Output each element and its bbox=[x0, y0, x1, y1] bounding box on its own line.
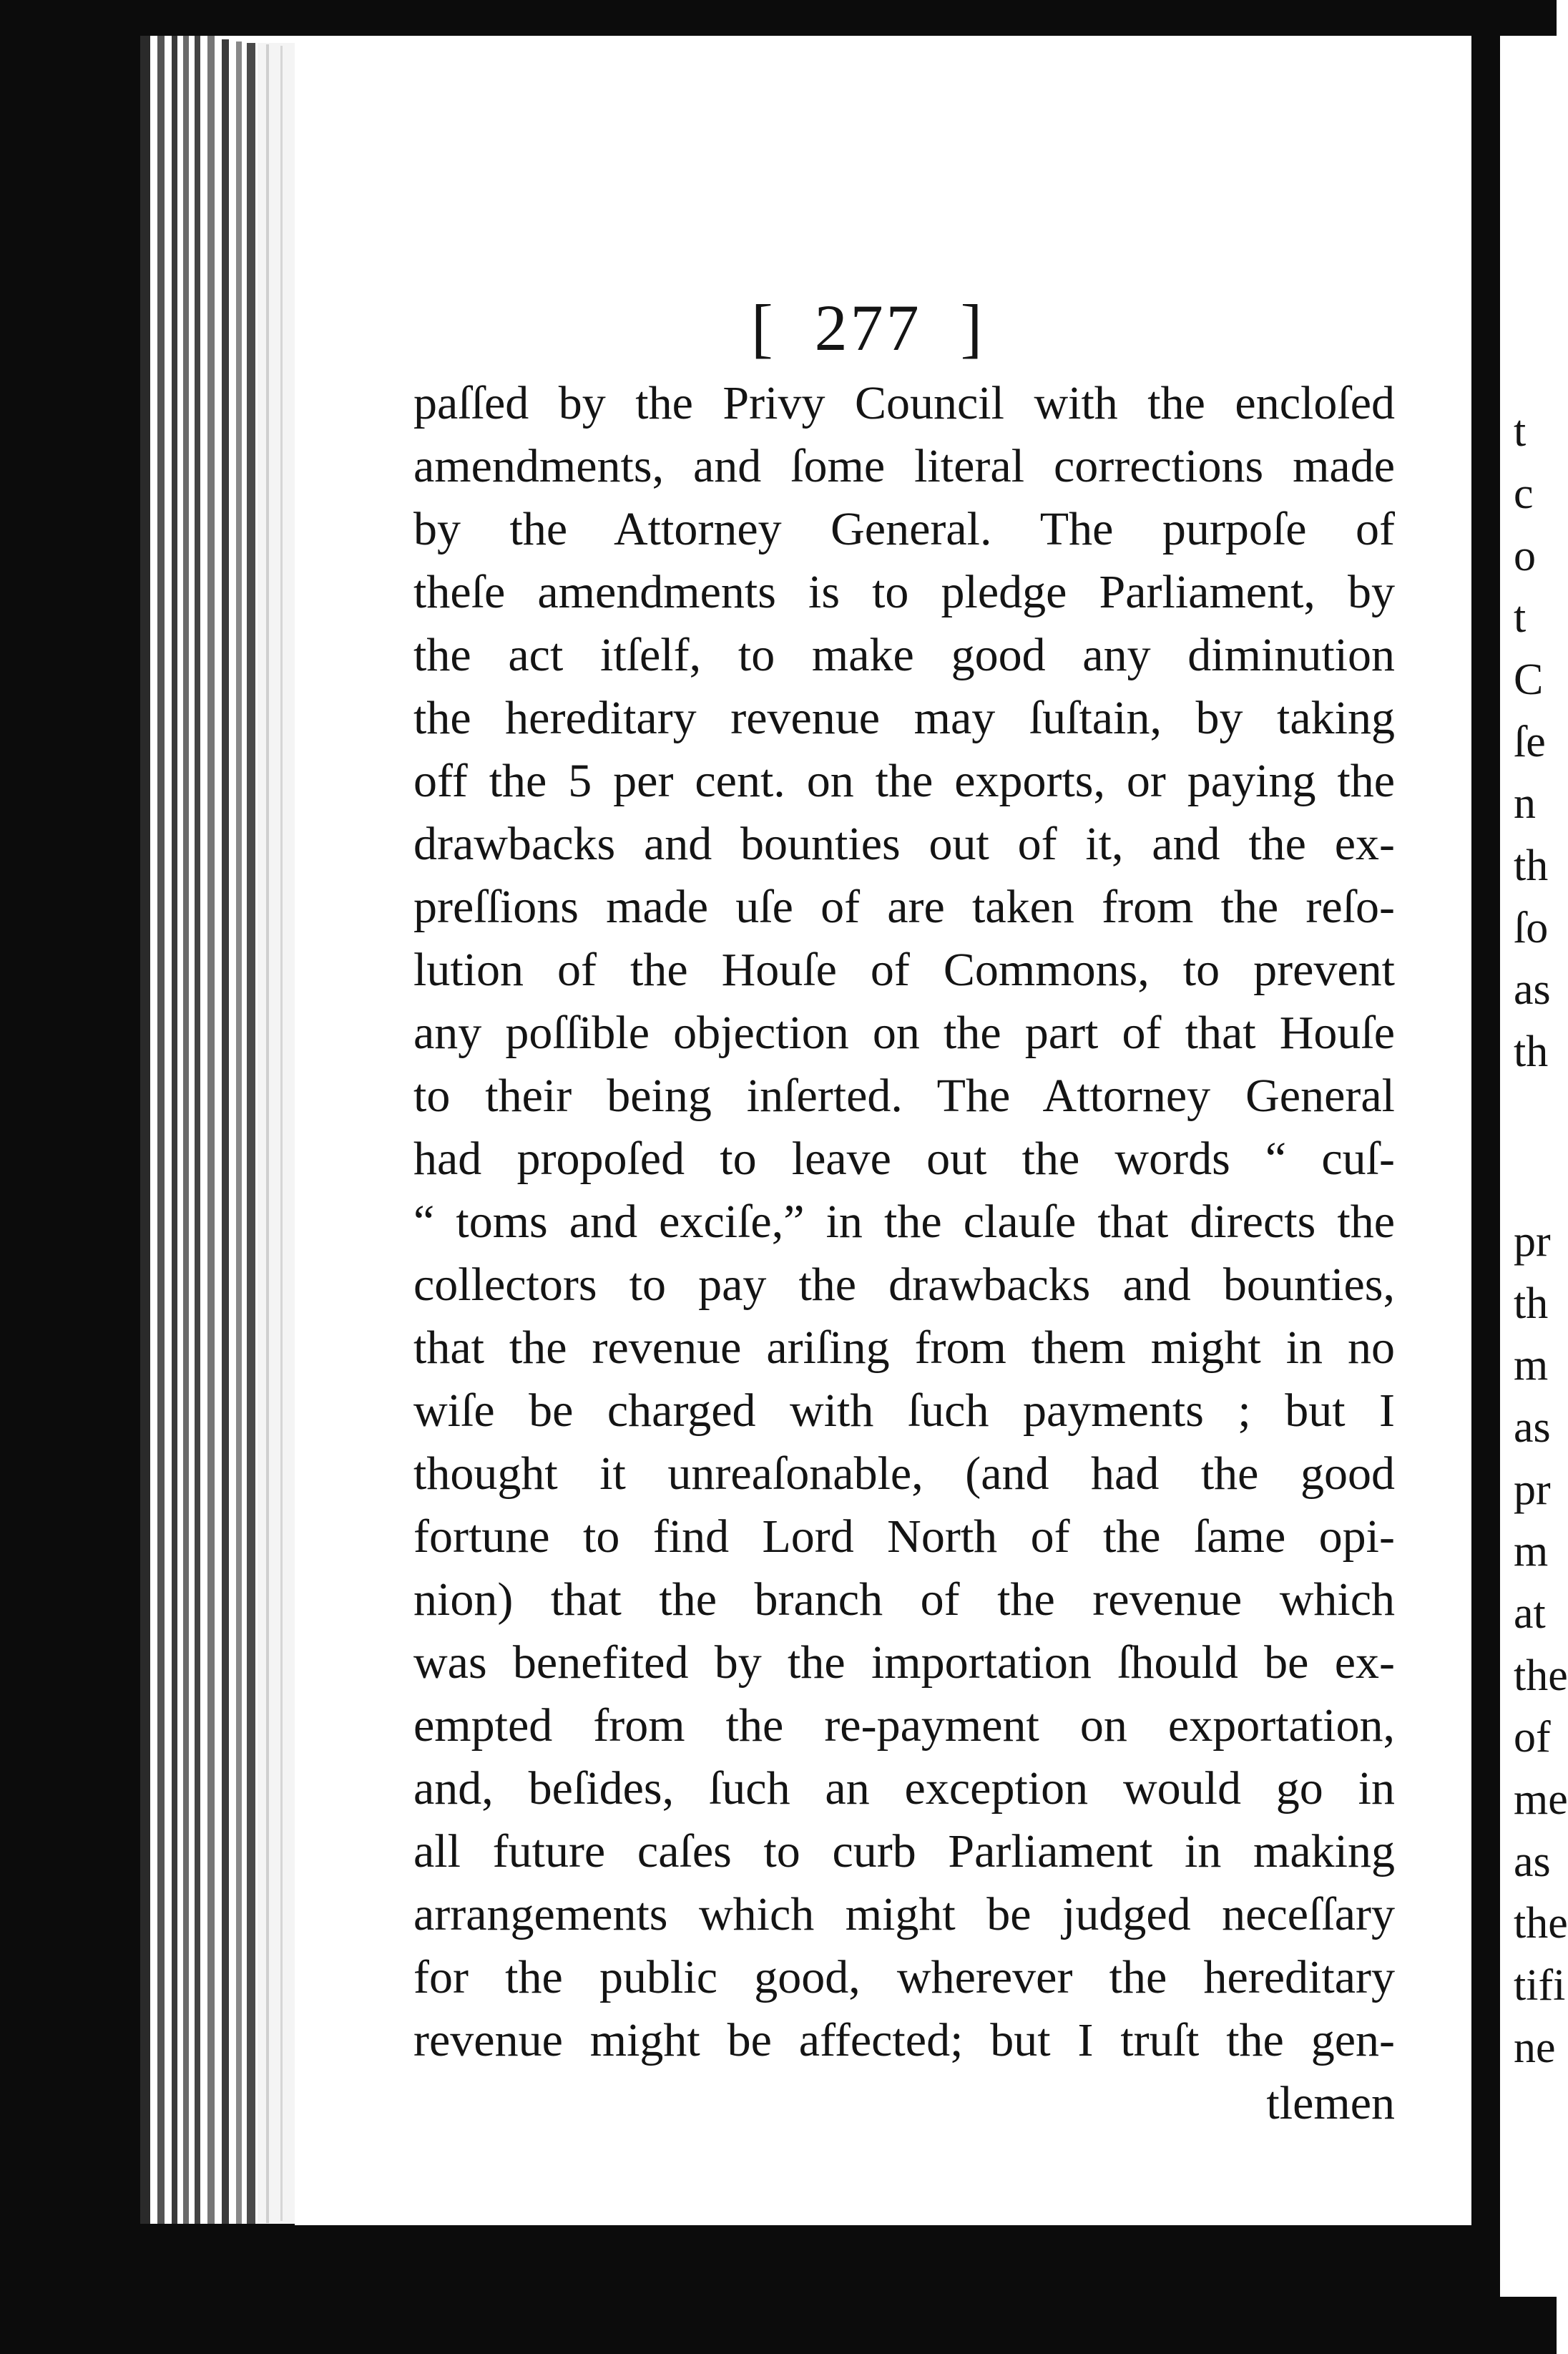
text-line: any poſſible objection on the part of that Houſe bbox=[413, 1007, 1395, 1059]
facing-fragment: the bbox=[1514, 1899, 1568, 1948]
text-line: off the 5 per cent. on the exports, or paying the bbox=[413, 755, 1395, 807]
text-line: wiſe be charged with ſuch payments ; but I bbox=[413, 1384, 1395, 1437]
facing-fragment: as bbox=[1514, 1837, 1551, 1886]
facing-fragment: pr bbox=[1514, 1465, 1551, 1514]
facing-fragment: n bbox=[1514, 779, 1536, 828]
text-line: nion) that the branch of the revenue which bbox=[413, 1573, 1395, 1626]
page-body-text bbox=[413, 372, 1395, 2135]
text-line: theſe amendments is to pledge Parliament, by bbox=[413, 566, 1395, 618]
text-line: empted from the re-payment on exportation, bbox=[413, 1699, 1395, 1752]
facing-fragment: C bbox=[1514, 655, 1544, 704]
text-line: all future caſes to curb Parliament in making bbox=[413, 1825, 1395, 1877]
text-line: revenue might be affected; but I truſt the gen- bbox=[413, 2014, 1395, 2066]
facing-fragment: t bbox=[1514, 407, 1527, 456]
text-line: thought it unreaſonable, (and had the good bbox=[413, 1447, 1395, 1500]
facing-fragment: of bbox=[1514, 1713, 1551, 1762]
text-line: the hereditary revenue may ſuſtain, by taking bbox=[413, 692, 1395, 744]
facing-fragment: ſe bbox=[1514, 718, 1546, 766]
facing-fragment: me bbox=[1514, 1775, 1568, 1824]
facing-fragment: m bbox=[1514, 1527, 1549, 1576]
text-line: had propoſed to leave out the words “ cuſ- bbox=[413, 1133, 1395, 1185]
facing-fragment: th bbox=[1514, 1279, 1549, 1328]
facing-fragment: pr bbox=[1514, 1217, 1551, 1266]
facing-fragment: th bbox=[1514, 1027, 1549, 1076]
page-number: [ 277 ] bbox=[751, 291, 986, 364]
text-line: fortune to find Lord North of the ſame opi- bbox=[413, 1510, 1395, 1563]
text-line: was benefited by the importation ſhould be ex- bbox=[413, 1636, 1395, 1689]
text-line: by the Attorney General. The purpoſe of bbox=[413, 503, 1395, 555]
text-line: to their being inſerted. The Attorney General bbox=[413, 1070, 1395, 1122]
facing-fragment: tifi bbox=[1514, 1961, 1566, 2010]
text-line: arrangements which might be judged neceſſary bbox=[413, 1888, 1395, 1940]
facing-fragment: the bbox=[1514, 1651, 1568, 1700]
text-line: paſſed by the Privy Council with the encloſed bbox=[413, 377, 1395, 429]
facing-page-edge bbox=[1509, 0, 1568, 2354]
facing-fragment: c bbox=[1514, 469, 1534, 518]
facing-fragment: th bbox=[1514, 841, 1549, 890]
catchword: tlemen bbox=[1266, 2077, 1395, 2129]
facing-fragment: as bbox=[1514, 1403, 1551, 1452]
facing-fragment: t bbox=[1514, 593, 1527, 642]
text-line: amendments, and ſome literal corrections made bbox=[413, 440, 1395, 492]
facing-fragment: as bbox=[1514, 965, 1551, 1014]
text-line: lution of the Houſe of Commons, to prevent bbox=[413, 944, 1395, 996]
text-line: that the revenue ariſing from them might in no bbox=[413, 1322, 1395, 1374]
text-line: for the public good, wherever the hereditary bbox=[413, 1951, 1395, 2003]
facing-fragment: m bbox=[1514, 1341, 1549, 1390]
text-line: preſſions made uſe of are taken from the reſo- bbox=[413, 881, 1395, 933]
facing-fragment: o bbox=[1514, 532, 1536, 580]
text-line: the act itſelf, to make good any diminution bbox=[413, 629, 1395, 681]
facing-fragment: at bbox=[1514, 1589, 1546, 1638]
text-line: collectors to pay the drawbacks and bounties, bbox=[413, 1259, 1395, 1311]
text-line: and, beſides, ſuch an exception would go in bbox=[413, 1762, 1395, 1815]
text-line: drawbacks and bounties out of it, and the ex- bbox=[413, 818, 1395, 870]
facing-fragment: ne bbox=[1514, 2023, 1556, 2072]
text-line: “ toms and exciſe,” in the clauſe that directs the bbox=[413, 1196, 1395, 1248]
facing-fragment: ſo bbox=[1514, 904, 1549, 952]
